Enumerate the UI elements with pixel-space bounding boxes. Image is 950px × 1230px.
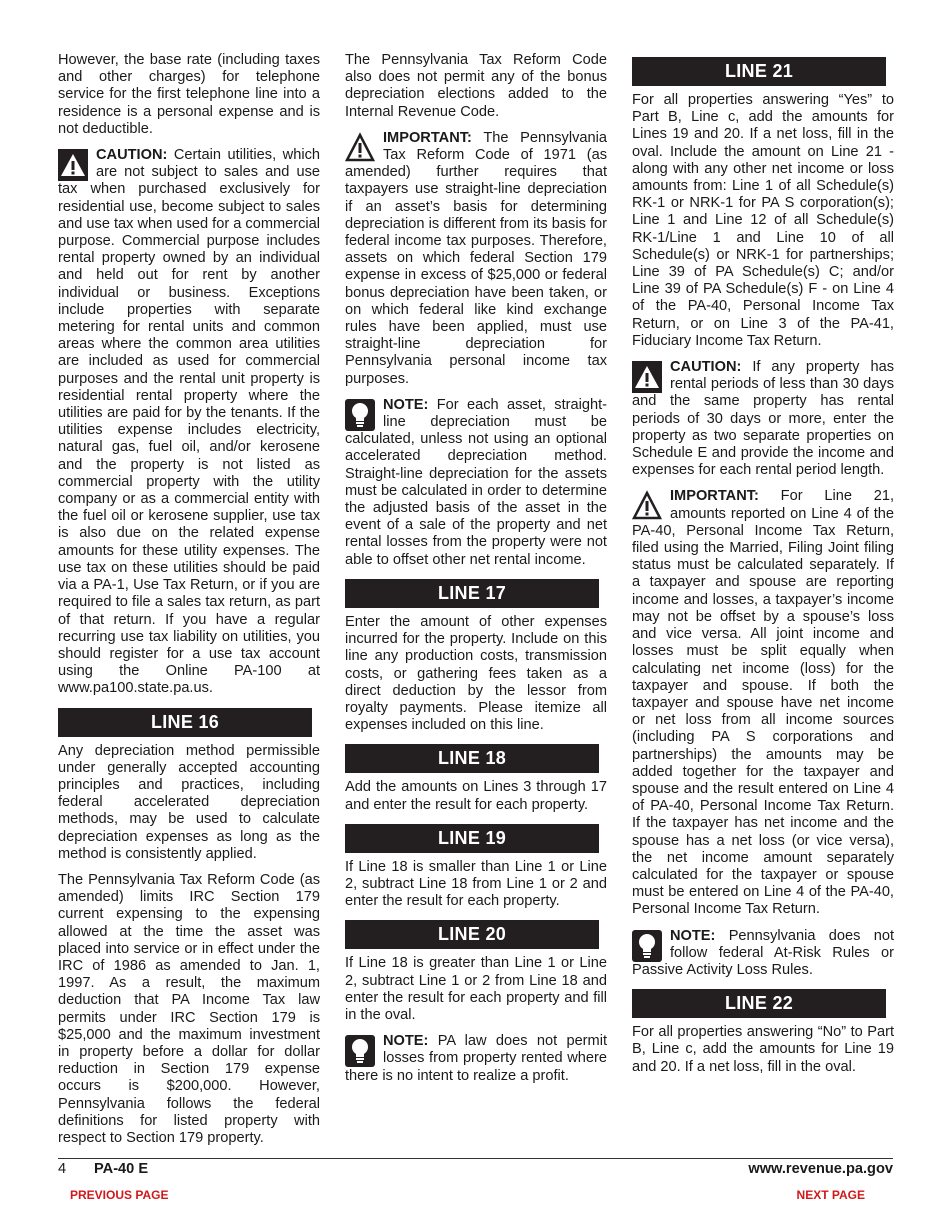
lightbulb-icon	[632, 930, 662, 962]
paragraph: For all properties answering “Yes” to Part B, Line c, add the amounts for Lines 19 and 20. If a net loss, fill in the oval. Include the amount on Line 21 - along with any other net income or loss amounts from: Line 1 of all Schedule(s) RK-1 or NRK-1 for PA S corporation(s); Line 1 and Line 12 of all Schedule(s) RK-1/Line 1 and Line 10 of all Schedule(s) or NRK-1 for partnerships; Line 39 of PA Schedule(s) C; and/or Line 39 of PA Schedule(s) F - on Line 4 of the PA-40, Personal Income Tax Return, or on Line 3 of the PA-41, Fiduciary Income Tax Return.	[632, 92, 894, 349]
lightbulb-icon	[345, 1035, 375, 1067]
paragraph: If Line 18 is greater than Line 1 or Line 2, subtract Line 1 or 2 from Line 18 and enter the result for each property and fill in the oval.	[345, 955, 607, 1023]
note-text: For each asset, straight-line depreciation must be calculated, unless not using an optional accelerated depreciation method. Straight-line depreciation for the assets must be calculated in order to determine the adjusted basis of the asset in the event of a sale of the property and net rental losses from the property were not able to offset other net rental income.	[345, 396, 607, 568]
line-21-heading: LINE 21	[632, 57, 886, 86]
caution-block	[58, 147, 320, 698]
form-name: PA-40 E	[94, 1161, 149, 1177]
paragraph: The Pennsylvania Tax Reform Code also does not permit any of the bonus depreciation elections added to the Internal Revenue Code.	[345, 52, 607, 120]
column-1	[58, 52, 320, 1156]
line-22-heading: LINE 22	[632, 989, 886, 1018]
important-text: For Line 21, amounts reported on Line 4 of the PA-40, Personal Income Tax Return, filed using the Married, Filing Joint filing status must be calculated separately. If a taxpayer and spouse are reporting income and losses, a taxpayer’s income may not be offset by a spouse’s loss and vice versa. All joint income and losses must be split equally when calculating net income (loss) for the taxpayer and spouse. If both the taxpayer and spouse have net income or net loss from all income sources (including PA S corporations and partnerships) the amounts may be added together for the taxpayer and spouse and the result entered on Line 4 of PA-40, Personal Income Tax Return. If the taxpayer has net income and the spouse has a net loss (or vice versa), the net income amount separately calculated for the taxpayer or spouse must be entered on Line 4 of the PA-40, Personal Income Tax Return.	[632, 488, 894, 918]
paragraph: Any depreciation method permissible under generally accepted accounting principles and practices, including federal accelerated depreciation methods, may be used to calculate depreciation expenses as long as the method is consistently applied.	[58, 742, 320, 862]
column-3	[632, 52, 894, 1085]
note-block	[345, 397, 607, 569]
caution-text: Certain utilities, which are not subject to sales and use tax when purchased exclusively for residential use, become subject to sales and use tax when used for a commercial purpose. Commercial purpose includes rental property owned by an individual and held out for rent by another individual or business. Exceptions include properties with separate metering for rental units and common areas where the common area utilities are included as used for commercial purposes and the rental unit property is residential rental property where the utilities are paid for by the tenants. If the utilities expense includes electricity, natural gas, fuel oil, and/or kerosene and the property is not listed as commercial property with the utility company or as a commercial entity with the fuel oil or kerosene supplier, use tax is also due on the related expense amounts for these utility expenses. The use tax on these utilities should be paid via a PA-1, Use Tax Return, or if you are required to file a sales tax return, as part of that return. If you have a regular recurring use tax liability on utilities, you should register for a use tax account using the Online PA-100 at www.pa100.state.pa.us.	[58, 147, 321, 697]
line-17-heading: LINE 17	[345, 579, 599, 608]
website-link[interactable]: www.revenue.pa.gov	[748, 1161, 893, 1177]
paragraph: However, the base rate (including taxes and other charges) for telephone service for the first telephone line into a residence is a personal expense and is not deductible.	[58, 52, 320, 137]
warning-icon	[58, 149, 88, 181]
footer-divider	[58, 1158, 893, 1159]
paragraph: Enter the amount of other expenses incurred for the property. Include on this line any production costs, transmission costs, or gathering fees taken as a direct deduction by the lessor from royalty payments. Please itemize all expenses included on this line.	[345, 613, 607, 734]
note-text: PA law does not permit losses from property rented where there is no intent to realize a profit.	[345, 1033, 607, 1084]
paragraph: Add the amounts on Lines 3 through 17 and enter the result for each property.	[345, 779, 607, 813]
caution-label: CAUTION:	[670, 359, 742, 376]
warning-icon	[632, 361, 662, 393]
warning-icon	[632, 490, 662, 522]
line-20-heading: LINE 20	[345, 920, 599, 949]
note-block	[345, 1033, 607, 1085]
note-label: NOTE:	[383, 396, 429, 413]
paragraph: If Line 18 is smaller than Line 1 or Line 2, subtract Line 18 from Line 1 or 2 and enter the result for each property.	[345, 858, 607, 910]
note-label: NOTE:	[383, 1033, 429, 1050]
column-2	[345, 52, 607, 1094]
line-19-heading: LINE 19	[345, 824, 599, 853]
important-text: The Pennsylvania Tax Reform Code of 1971 (as amended) further requires that taxpayers use straight-line depreciation if an asset’s basis for determining depreciation is different from its basis for federal income tax purposes. Therefore, assets on which federal Section 179 expense in excess of $25,000 or federal bonus depreciation have been taken, or on which federal like kind exchange rules have been applied, must use straight-line depreciation for Pennsylvania personal income tax purposes.	[345, 129, 607, 387]
important-label: IMPORTANT:	[670, 488, 759, 505]
previous-page-link[interactable]: PREVIOUS PAGE	[70, 1188, 169, 1202]
line-16-heading: LINE 16	[58, 708, 312, 737]
caution-block	[632, 359, 894, 479]
note-label: NOTE:	[670, 927, 716, 944]
important-block	[345, 130, 607, 388]
caution-label: CAUTION:	[96, 147, 168, 164]
page-number: 4	[58, 1161, 67, 1177]
note-text: Pennsylvania does not follow federal At-Risk Rules or Passive Activity Loss Rules.	[632, 927, 894, 978]
important-label: IMPORTANT:	[383, 129, 472, 146]
warning-icon	[345, 132, 375, 164]
paragraph: For all properties answering “No” to Part B, Line c, add the amounts for Line 19 and 20. If a net loss, fill in the oval.	[632, 1024, 894, 1075]
paragraph: The Pennsylvania Tax Reform Code (as amended) limits IRC Section 179 current expensing to the expensing allowed at the time the asset was placed into service or in effect under the IRC of 1986 as amended to Jan. 1, 1997. As a result, the maximum deduction that PA Income Tax law permits under IRC Section 179 is $25,000 and the maximum investment in property before a dollar for dollar reduction in Section 179 expense occurs is $200,000. However, Pennsylvania follows the federal definitions for listed property with respect to Section 179 property.	[58, 871, 320, 1146]
caution-text: If any property has rental periods of less than 30 days and the same property has rental periods of 30 days or more, enter the property as two separate properties on Schedule E and provide the income and expenses for each rental period length.	[632, 359, 894, 479]
lightbulb-icon	[345, 399, 375, 431]
important-block	[632, 488, 894, 918]
next-page-link[interactable]: NEXT PAGE	[796, 1188, 865, 1202]
line-18-heading: LINE 18	[345, 744, 599, 773]
note-block	[632, 928, 894, 980]
